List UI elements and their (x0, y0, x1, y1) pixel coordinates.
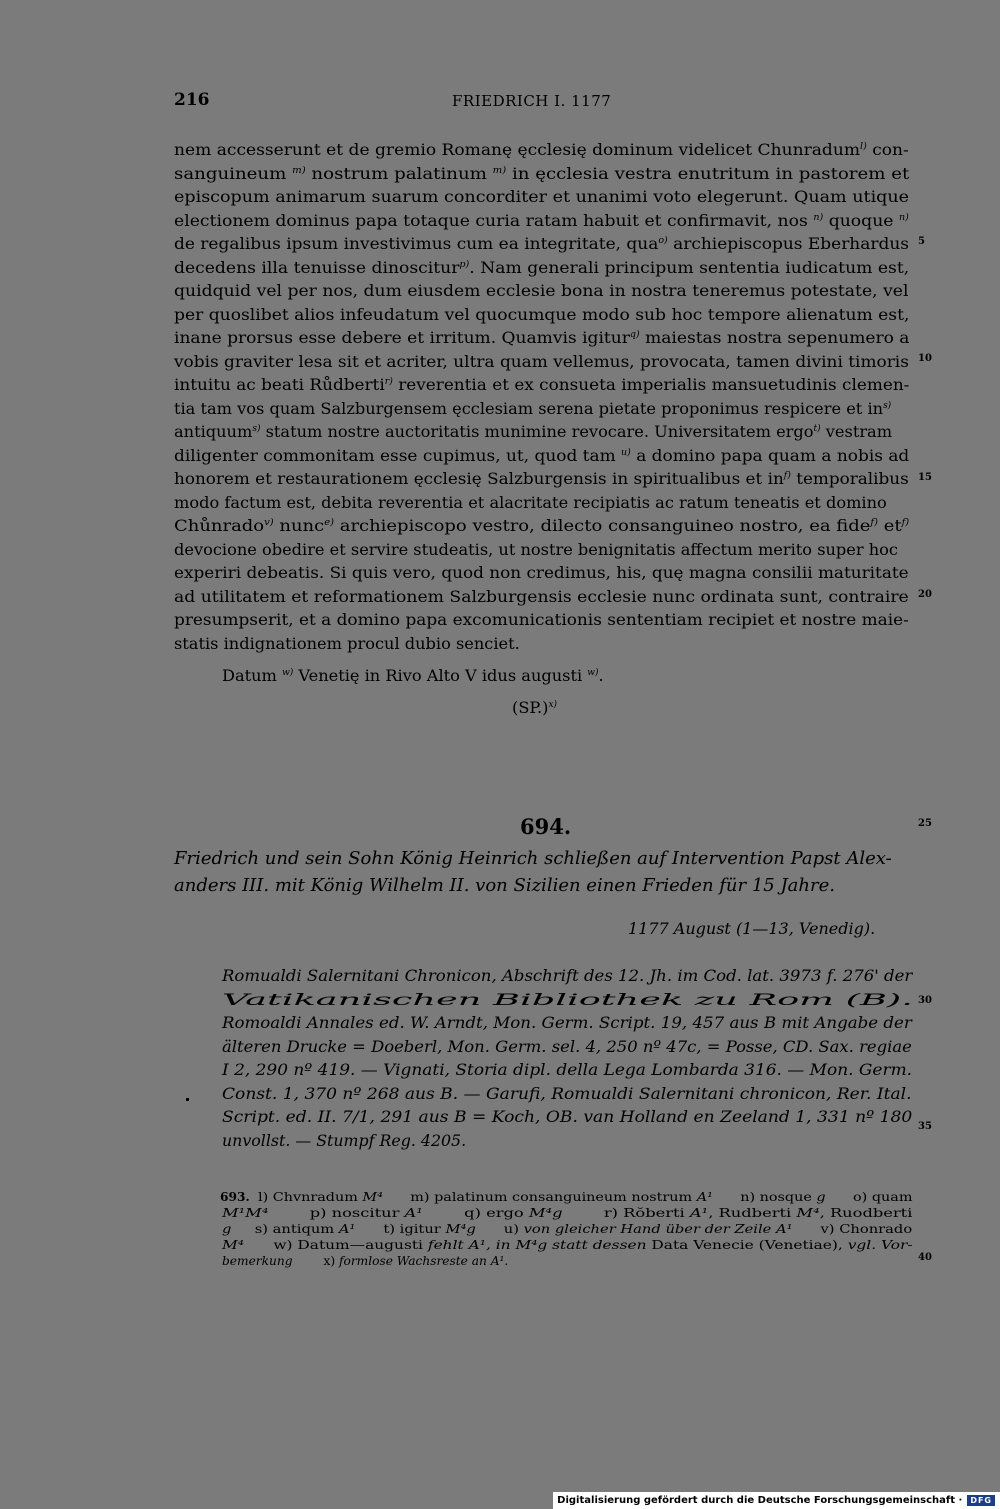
source-line: Const. 1, 370 nº 268 aus B. — Garufi, Romualdi Salernitani chronicon, Rer. Ital. (222, 1083, 912, 1103)
note-line: l) Chvnradum M⁴ m) palatinum consanguineum nostrum A¹ n) nosque g o) quam (258, 1190, 913, 1204)
line-number: 5 (918, 236, 925, 247)
text-line: intuitu ac beati Růdberti$^{r)}$ reverentia et ex consueta imperialis mansuetudinis clemen- (174, 375, 910, 394)
text-line: episcopum animarum suarum concorditer et unanimi voto elegerunt. Quam utique (174, 187, 910, 206)
text-line: Chůnrado$^{v)}$ nunc$^{e)}$ archiepiscopo vestro, dilecto consanguineo nostro, ea fide$^{f)}$ $et^{f)}$ (174, 516, 910, 535)
text-line: per quoslibet alios infeudatum vel quocumque modo sub hoc tempore alienatum est, (174, 304, 910, 324)
source-line: Romoaldi Annales ed. W. Arndt, Mon. Germ. Script. 19, 457 aus B mit Angabe der (222, 1013, 912, 1032)
document-number: 694. (520, 814, 572, 839)
line-number: 20 (918, 589, 932, 600)
line-number: 25 (918, 818, 932, 829)
text-line: antiquum$^{s)}$ statum nostre auctoritatis munimine revocare. Universitatem ergo$^{t)}$ vestram (174, 422, 893, 441)
line-number: 30 (918, 995, 932, 1006)
datum-line: Datum $^{w)}$ Venetię in Rivo Alto V idus augusti $^{w)}$. (222, 666, 604, 685)
source-line: I 2, 290 nº 419. — Vignati, Storia dipl. della Lega Lombarda 316. — Mon. Germ. (222, 1060, 913, 1079)
source-line: Romualdi Salernitani Chronicon, Abschrift des 12. Jh. im Cod. lat. 3973 f. 276' der (222, 966, 913, 985)
text-line: electionem dominus papa totaque curia ratam habuit et confirmavit, nos $^{n)}$ quoque $^{n)}$ (174, 210, 909, 230)
text-line: sanguineum $^{m)}$ nostrum palatinum $^{m)}$ in ęcclesia vestra enutritum in pastorem et (174, 163, 910, 183)
page-number: 216 (174, 90, 210, 110)
text-line: decedens illa tenuisse dinoscitur$^{p)}$. Nam generali principum sententia iudicatum est, (174, 257, 910, 277)
note-line: g s) antiqum A¹ t) igitur M⁴g u) von gleicher Hand über der Zeile A¹ v) Chonrado (222, 1222, 913, 1236)
source-line: Script. ed. II. 7/1, 291 aus B = Koch, OB. van Holland en Zeeland 1, 331 nº 180 (222, 1107, 913, 1126)
line-number: 35 (918, 1121, 932, 1132)
source-line: älteren Drucke = Doeberl, Mon. Germ. sel. 4, 250 nº 47c, = Posse, CD. Sax. regiae (222, 1036, 912, 1056)
seal-line: $(SP.)^{x)}$ (512, 698, 558, 717)
regest-line: Friedrich und sein Sohn König Heinrich schließen auf Intervention Papst Alex- (174, 848, 892, 869)
dfg-logo: DFG (966, 1494, 996, 1507)
source-line: Vatikanischen Bibliothek zu Rom (B). (222, 989, 913, 1009)
source-line: unvollst. — Stumpf Reg. 4205. (222, 1130, 467, 1150)
running-title: FRIEDRICH I. 1177 (452, 92, 612, 110)
text-line: devocione obedire et servire studeatis, ut nostre benignitatis affectum merito super hoc (174, 539, 898, 559)
note-line: bemerkung x) formlose Wachsreste an A¹. (222, 1254, 509, 1268)
text-line: tia tam vos quam Salzburgensem ęcclesiam serena pietate proponimus respicere et $in^{s)}$ (174, 398, 892, 418)
datierung: 1177 August (1—13, Venedig). (628, 919, 876, 938)
line-number: 15 (918, 472, 932, 483)
text-line: honorem et restaurationem ęcclesię Salzburgensis in spiritualibus et $in^{f)}$ temporalibus (174, 469, 909, 488)
text-line: nem accesserunt et de gremio Romanę ęcclesię dominum videlicet Chunradum$^{l)}$ con- (174, 140, 909, 159)
regest-line: anders III. mit König Wilhelm II. von Sizilien einen Frieden für 15 Jahre. (174, 875, 835, 896)
text-line: quidquid vel per nos, dum eiusdem ecclesie bona in nostra teneremus potestate, vel (174, 281, 909, 300)
text-line: inane prorsus esse debere et irritum. Quamvis igitur$^{q)}$ maiestas nostra sepenumero a (174, 328, 910, 347)
note-line: M⁴ w) Datum—augusti fehlt A¹, in M⁴g statt dessen Data Venecie (Venetiae), vgl. Vor- (222, 1238, 913, 1252)
line-number: 40 (918, 1252, 932, 1263)
stray-mark (186, 1098, 189, 1101)
text-line: de regalibus ipsum investivimus cum ea integritate, qua$^{o)}$ archiepiscopus Eberhardus (174, 234, 909, 253)
note-line: M¹M⁴ p) noscitur A¹ q) ergo M⁴g r) Rŏberti A¹, Rudberti M⁴, Ruodberti (222, 1206, 913, 1220)
text-line: experiri debeatis. Si quis vero, quod non credimus, his, quę magna consilii maturitate (174, 563, 909, 582)
text-line: presumpserit, et a domino papa excomunicationis sententiam recipiet et nostre maie- (174, 610, 909, 629)
text-line: modo factum est, debita reverentia et alacritate recipiatis ac ratum teneatis et domino (174, 492, 887, 512)
footer-text: Digitalisierung gefördert durch die Deutsche Forschungsgemeinschaft · (557, 1495, 963, 1506)
footnotes-number: 693. (220, 1190, 250, 1204)
text-line: diligenter commonitam esse cupimus, ut, quod tam $^{u)}$ a domino papa quam a nobis ad (174, 445, 910, 465)
text-line: ad utilitatem et reformationem Salzburgensis ecclesie nunc ordinata sunt, contraire (174, 586, 909, 606)
line-number: 10 (918, 353, 932, 364)
footer-banner (553, 1492, 1000, 1509)
text-line: vobis graviter lesa sit et acriter, ultra quam vellemus, provocata, tamen divini timoris (174, 351, 909, 371)
text-line: statis indignationem procul dubio senciet. (174, 633, 520, 653)
